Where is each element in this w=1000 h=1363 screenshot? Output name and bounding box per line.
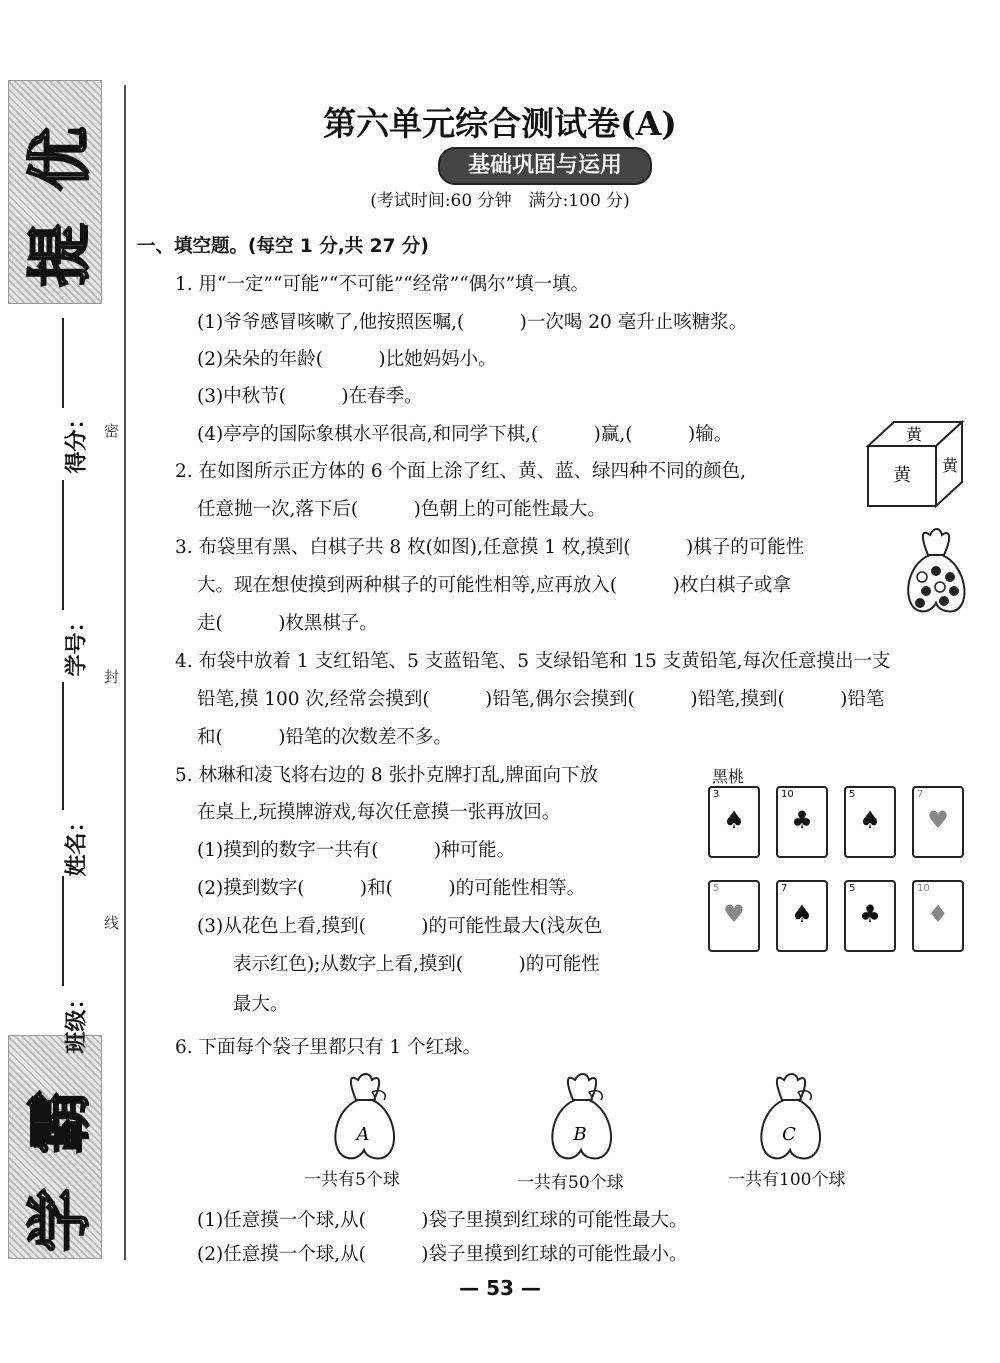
playing-card: [912, 880, 964, 952]
question-item: (3)中秋节( )在春季。: [197, 386, 423, 407]
name-line: [62, 682, 64, 810]
question-item: (1)摸到的数字一共有( )种可能。: [197, 840, 516, 861]
seal-char: 密: [104, 422, 120, 440]
class-label: 班级：: [64, 987, 90, 1054]
side-badge-bottom: [8, 1035, 102, 1259]
question-item: (2)任意摸一个球,从( )袋子里摸到红球的可能性最小。: [197, 1244, 688, 1265]
question-item: (2)摸到数字( )和( )的可能性相等。: [197, 878, 586, 899]
side-char: 提: [24, 223, 98, 287]
card-number: 10: [781, 789, 794, 800]
playing-card: [844, 880, 896, 952]
card-suit-icon: ♣: [791, 806, 813, 834]
class-line: [62, 876, 64, 986]
cube-figure: [862, 418, 966, 510]
score-label: 得分：: [64, 407, 90, 474]
question-stem: 1. 用“一定”“可能”“不可能”“经常”“偶尔”填一填。: [175, 274, 590, 295]
bag-caption: 一共有50个球: [517, 1173, 624, 1193]
side-char: 学: [24, 1188, 98, 1252]
question-line: 任意抛一次,落下后( )色朝上的可能性最大。: [197, 499, 606, 520]
question-item: (3)从花色上看,摸到( )的可能性最大(浅灰色: [197, 916, 603, 937]
bag-caption: 一共有5个球: [304, 1170, 400, 1190]
card-suit-icon: ♠: [791, 900, 813, 928]
chess-bag-figure: [900, 525, 972, 615]
question-line: 2. 在如图所示正方体的 6 个面上涂了红、黄、蓝、绿四种不同的颜色,: [175, 461, 746, 482]
bag-letter: C: [782, 1124, 796, 1145]
name-label: 姓名：: [64, 810, 90, 877]
playing-card: [708, 880, 760, 952]
card-number: 10: [917, 883, 930, 894]
question-line: 表示红色);从数字上看,摸到( )的可能性: [233, 954, 600, 975]
question-line: 大。现在想使摸到两种棋子的可能性相等,应再放入( )枚白棋子或拿: [197, 575, 791, 596]
playing-card: [912, 786, 964, 858]
cube-face-top: 黄: [905, 425, 923, 444]
question-line: 4. 布袋中放着 1 支红铅笔、5 支蓝铅笔、5 支绿铅笔和 15 支黄铅笔,每次任意摸出一支: [175, 651, 891, 672]
binding-line: [124, 85, 126, 1260]
question-line: 3. 布袋里有黑、白棋子共 8 枚(如图),任意摸 1 枚,摸到( )棋子的可能性: [175, 537, 805, 558]
seal-char: 封: [104, 668, 120, 686]
bag-b-figure: [543, 1070, 623, 1162]
page-title: 第六单元综合测试卷(A): [323, 104, 677, 143]
card-number: 5: [713, 883, 720, 894]
student-id-label: 学号：: [64, 610, 90, 677]
card-number: 7: [917, 789, 924, 800]
exam-note: (考试时间:60 分钟 满分:100 分): [370, 191, 630, 211]
side-char: 优: [24, 127, 98, 191]
question-line: 最大。: [233, 994, 289, 1015]
card-number: 5: [849, 789, 856, 800]
card-number: 5: [849, 883, 856, 894]
cards-label: 黑桃: [712, 767, 745, 786]
playing-card: [844, 786, 896, 858]
card-suit-icon: ♠: [723, 806, 745, 834]
seal-char: 线: [104, 914, 120, 932]
student-id-line: [62, 480, 64, 610]
page-number: — 53 —: [459, 1276, 541, 1300]
card-suit-icon: ♥: [723, 900, 745, 928]
cube-face-front: 黄: [893, 465, 911, 486]
cube-face-side: 黄: [941, 456, 959, 475]
card-number: 3: [713, 789, 720, 800]
question-line: 和( )铅笔的次数差不多。: [197, 727, 452, 748]
question-stem: 6. 下面每个袋子里都只有 1 个红球。: [175, 1037, 482, 1058]
bag-caption: 一共有100个球: [728, 1170, 846, 1190]
question-item: (2)朵朵的年龄( )比她妈妈小。: [197, 349, 497, 370]
playing-card: [776, 880, 828, 952]
card-number: 7: [781, 883, 788, 894]
page-subtitle: 基础巩固与运用: [438, 147, 652, 185]
bag-c-figure: [752, 1070, 832, 1162]
card-suit-icon: ♠: [859, 806, 881, 834]
card-suit-icon: ♥: [927, 806, 949, 834]
card-suit-icon: ♦: [927, 900, 949, 928]
bag-letter: A: [356, 1124, 370, 1145]
score-line: [62, 318, 64, 408]
bag-a-figure: [326, 1070, 406, 1162]
question-line: 走( )枚黑棋子。: [197, 613, 378, 634]
question-item: (1)爷爷感冒咳嗽了,他按照医嘱,( )一次喝 20 毫升止咳糖浆。: [197, 312, 748, 333]
section-heading: 一、填空题。(每空 1 分,共 27 分): [137, 236, 429, 257]
card-suit-icon: ♣: [859, 900, 881, 928]
question-line: 铅笔,摸 100 次,经常会摸到( )铅笔,偶尔会摸到( )铅笔,摸到( )铅笔: [197, 689, 885, 710]
question-item: (1)任意摸一个球,从( )袋子里摸到红球的可能性最大。: [197, 1210, 688, 1231]
question-line: 5. 林琳和凌飞将右边的 8 张扑克牌打乱,牌面向下放: [175, 765, 598, 786]
bag-letter: B: [573, 1124, 587, 1145]
playing-card: [708, 786, 760, 858]
side-char: 霸: [24, 1090, 98, 1154]
question-line: 在桌上,玩摸牌游戏,每次任意摸一张再放回。: [197, 802, 561, 823]
question-item: (4)亭亭的国际象棋水平很高,和同学下棋,( )赢,( )输。: [197, 424, 733, 445]
playing-card: [776, 786, 828, 858]
